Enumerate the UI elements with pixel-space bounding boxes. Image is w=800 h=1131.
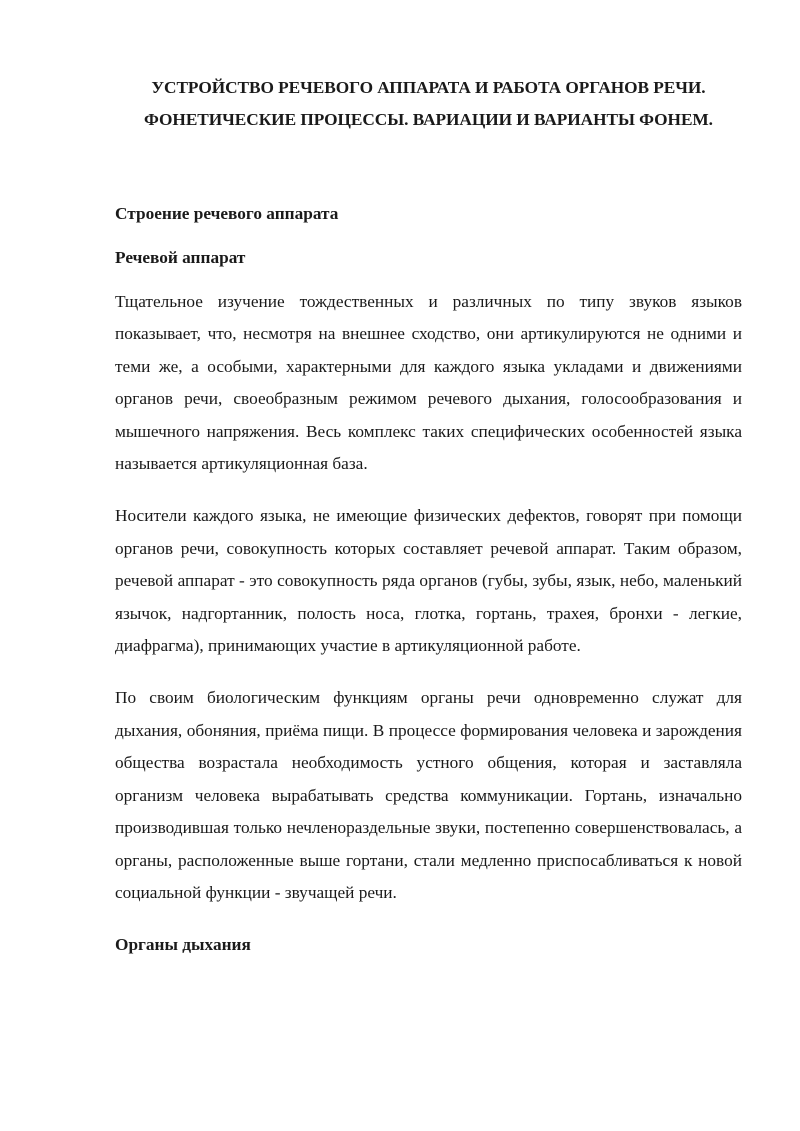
title-line-1: УСТРОЙСТВО РЕЧЕВОГО АППАРАТА И РАБОТА ОРГАНОВ РЕЧИ. — [151, 78, 706, 97]
paragraph-2: Носители каждого языка, не имеющие физических дефектов, говорят при помощи органов речи, совокупность которых составляет речевой аппарат. Таким образом, речевой аппарат - это совокупность ряда органов (губы, зубы, язык, небо, маленький язычок, надгортанник, полость носа, глотка, гортань, трахея, бронхи - легкие, диафрагма), принимающих участие в артикуляционной работе. — [115, 506, 742, 656]
paragraph-3: По своим биологическим функциям органы речи одновременно служат для дыхания, обоняния, приёма пищи. В процессе формирования человека и зарождения общества возрастала необходимость устного общения, которая и заставляла организм человека вырабатывать средства коммуникации. Гортань, изначально производившая только нечленораздельные звуки, постепенно совершенствовалась, а органы, расположенные выше гортани, стали медленно приспосабливаться к новой социальной функции - звучащей речи. — [115, 688, 742, 902]
section-heading: Строение речевого аппарата — [115, 204, 339, 223]
paragraph-1: Тщательное изучение тождественных и различных по типу звуков языков показывает, что, несмотря на внешнее сходство, они артикулируются не одними и теми же, а особыми, характерными для каждого языка укладами и движениями органов речи, своеобразным режимом речевого дыхания, голосообразования и мышечного напряжения. Весь комплекс таких специфических особенностей языка называется артикуляционная база. — [115, 292, 742, 474]
next-section-heading: Органы дыхания — [115, 935, 251, 955]
document-title — [115, 72, 742, 136]
document-page — [115, 72, 742, 957]
title-line-2: ФОНЕТИЧЕСКИЕ ПРОЦЕССЫ. ВАРИАЦИИ И ВАРИАНТЫ ФОНЕМ. — [144, 110, 713, 129]
subheading: Речевой аппарат — [115, 248, 246, 267]
